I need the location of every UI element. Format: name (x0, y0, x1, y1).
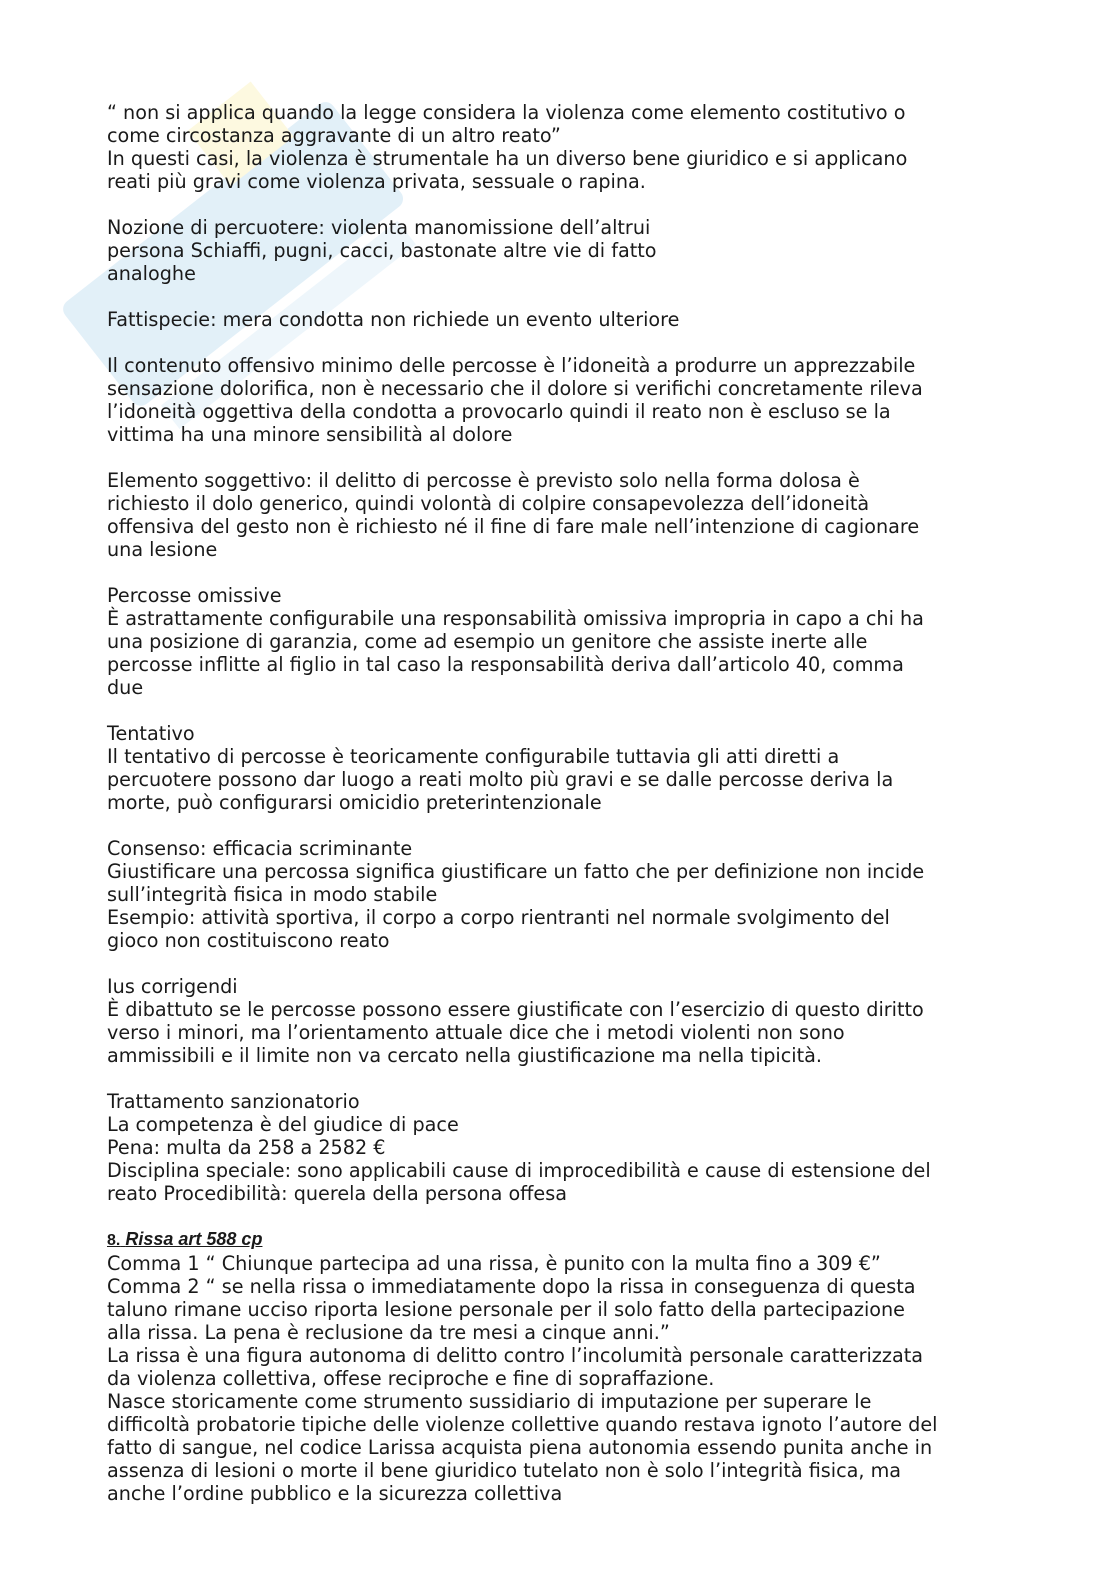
section-number: 8. (107, 1232, 121, 1249)
text-line: morte, può configurarsi omicidio preterintenzionale (107, 791, 602, 814)
text-line: percosse inflitte al figlio in tal caso la responsabilità deriva dall’articolo 40, comma (107, 653, 904, 676)
text-line: La competenza è del giudice di pace (107, 1113, 459, 1136)
paragraph (107, 584, 1007, 699)
text-line: una lesione (107, 538, 218, 561)
paragraph (107, 1090, 1007, 1205)
text-line: Il tentativo di percosse è teoricamente configurabile tuttavia gli atti diretti a (107, 745, 840, 768)
text-line: offensiva del gesto non è richiesto né il fine di fare male nell’intenzione di cagionare (107, 515, 920, 538)
section-rissa (107, 1228, 1007, 1505)
text-line: Consenso: efficacia scriminante (107, 837, 413, 860)
text-line: persona Schiaffi, pugni, cacci, bastonate altre vie di fatto (107, 239, 657, 262)
text-line: Comma 2 “ se nella rissa o immediatamente dopo la rissa in conseguenza di questa (107, 1275, 916, 1298)
text-line: È astrattamente configurabile una responsabilità omissiva impropria in capo a chi ha (107, 607, 924, 630)
text-line: gioco non costituiscono reato (107, 929, 390, 952)
text-line: Fattispecie: mera condotta non richiede un evento ulteriore (107, 308, 680, 331)
paragraph (107, 975, 1007, 1067)
text-line: Disciplina speciale: sono applicabili cause di improcedibilità e cause di estensione del (107, 1159, 931, 1182)
text-line: vittima ha una minore sensibilità al dolore (107, 423, 513, 446)
paragraph (107, 101, 1007, 193)
paragraph (107, 216, 1007, 285)
text-line: Il contenuto offensivo minimo delle percosse è l’idoneità a produrre un apprezzabile (107, 354, 916, 377)
text-line: ammissibili e il limite non va cercato nella giustificazione ma nella tipicità. (107, 1044, 822, 1067)
paragraph (107, 469, 1007, 561)
text-line: Percosse omissive (107, 584, 282, 607)
text-line: fatto di sangue, nel codice Larissa acquista piena autonomia essendo punita anche in (107, 1436, 933, 1459)
paragraph (107, 722, 1007, 814)
paragraph (107, 308, 1007, 331)
text-line: analoghe (107, 262, 196, 285)
text-line: Pena: multa da 258 a 2582 € (107, 1136, 386, 1159)
text-line: Tentativo (107, 722, 195, 745)
paragraph (107, 354, 1007, 446)
text-line: Comma 1 “ Chiunque partecipa ad una rissa, è punito con la multa fino a 309 €” (107, 1252, 881, 1275)
text-line: due (107, 676, 144, 699)
text-line: Giustificare una percossa significa giustificare un fatto che per definizione non incide (107, 860, 925, 883)
text-line: Elemento soggettivo: il delitto di percosse è previsto solo nella forma dolosa è (107, 469, 860, 492)
text-line: “ non si applica quando la legge considera la violenza come elemento costitutivo o (107, 101, 906, 124)
text-line: reati più gravi come violenza privata, sessuale o rapina. (107, 170, 646, 193)
section-heading (107, 1228, 1007, 1252)
text-line: La rissa è una figura autonoma di delitto contro l’incolumità personale caratterizzata (107, 1344, 923, 1367)
text-line: alla rissa. La pena è reclusione da tre mesi a cinque anni.” (107, 1321, 670, 1344)
text-line: reato Procedibilità: querela della persona offesa (107, 1182, 567, 1205)
paragraph (107, 837, 1007, 952)
text-line: verso i minori, ma l’orientamento attuale dice che i metodi violenti non sono (107, 1021, 845, 1044)
text-line: Trattamento sanzionatorio (107, 1090, 360, 1113)
text-line: come circostanza aggravante di un altro reato” (107, 124, 561, 147)
text-line: sensazione dolorifica, non è necessario che il dolore si verifichi concretamente rileva (107, 377, 923, 400)
text-line: Esempio: attività sportiva, il corpo a corpo rientranti nel normale svolgimento del (107, 906, 890, 929)
section-title: Rissa art 588 cp (125, 1229, 263, 1249)
text-line: da violenza collettiva, offese reciproche e fine di sopraffazione. (107, 1367, 715, 1390)
text-line: difficoltà probatorie tipiche delle violenze collettive quando restava ignoto l’autore del (107, 1413, 938, 1436)
text-line: richiesto il dolo generico, quindi volontà di colpire consapevolezza dell’idoneità (107, 492, 870, 515)
text-line: anche l’ordine pubblico e la sicurezza collettiva (107, 1482, 563, 1505)
text-line: percuotere possono dar luogo a reati molto più gravi e se dalle percosse deriva la (107, 768, 894, 791)
text-line: taluno rimane ucciso riporta lesione personale per il solo fatto della partecipazione (107, 1298, 905, 1321)
text-line: una posizione di garanzia, come ad esempio un genitore che assiste inerte alle (107, 630, 868, 653)
text-line: Nozione di percuotere: violenta manomissione dell’altrui (107, 216, 651, 239)
text-line: sull’integrità fisica in modo stabile (107, 883, 438, 906)
text-line: In questi casi, la violenza è strumentale ha un diverso bene giuridico e si applicano (107, 147, 908, 170)
text-line: assenza di lesioni o morte il bene giuridico tutelato non è solo l’integrità fisica, ma (107, 1459, 902, 1482)
text-line: l’idoneità oggettiva della condotta a provocarlo quindi il reato non è escluso se la (107, 400, 891, 423)
text-line: Nasce storicamente come strumento sussidiario di imputazione per superare le (107, 1390, 872, 1413)
document-body (107, 101, 1007, 1528)
text-line: Ius corrigendi (107, 975, 238, 998)
text-line: È dibattuto se le percosse possono essere giustificate con l’esercizio di questo diritto (107, 998, 924, 1021)
